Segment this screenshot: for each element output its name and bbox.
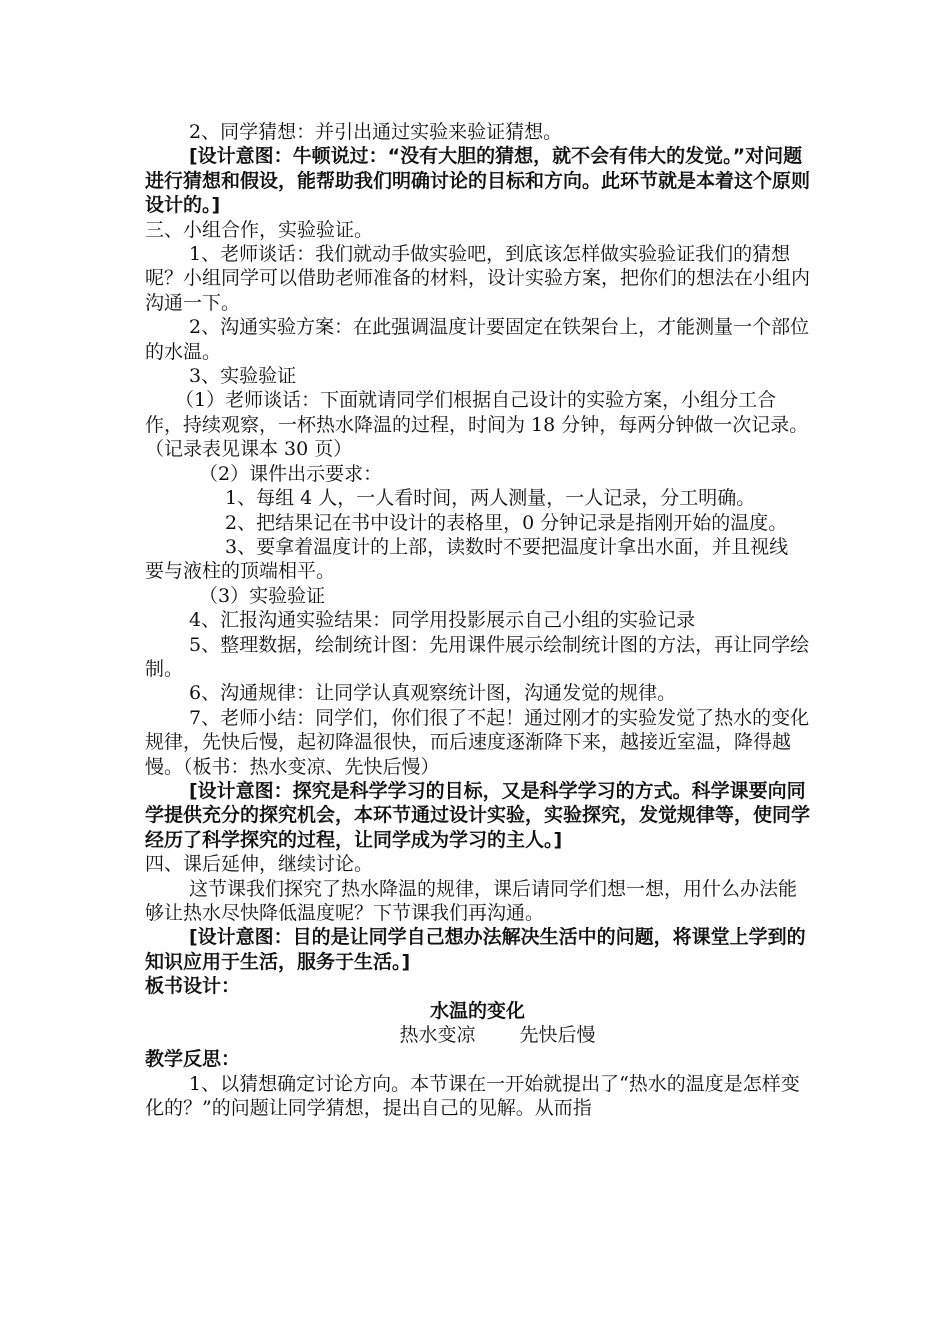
board-item-2: 先快后慢 [519,1024,596,1047]
paragraph-step-2: （2）课件出示要求： [199,462,383,485]
paragraph-step-3: （3）实验验证 [199,584,326,607]
design-intent-3: [设计意图：目的是让同学自己想办法解决生活中的问题，将课堂上学到的知识应用于生活，服务于生活。] [145,926,806,973]
paragraph-teacher-talk: 1、老师谈话：我们就动手做实验吧，到底该怎样做实验验证我们的猜想呢？小组同学可以借助老师准备的材料，设计实验方案，把你们的想法在小组内沟通一下。 [145,243,811,314]
board-item-1: 热水变凉 [399,1024,476,1047]
reflection-heading: 教学反思： [145,1048,241,1071]
document-page [145,120,810,1121]
board-content [145,1023,810,1047]
section-heading-3: 三、小组合作，实验验证。 [145,218,374,241]
requirement-2: 2、把结果记在书中设计的表格里，0 分钟记录是指刚开始的温度。 [225,511,788,534]
design-intent-2: [设计意图：探究是科学学习的目标，又是科学学习的方式。科学课要向同学提供充分的探究机会，本环节通过设计实验，实验探究，发觉规律等，使同学经历了科学探究的过程，让同学成为学习的主人。] [145,779,811,851]
requirement-3: 3、要拿着温度计的上部，读数时不要把温度计拿出水面，并且视线 要与液柱的顶端相平。 [145,535,789,583]
paragraph-step-1: （1）老师谈话：下面就请同学们根据自己设计的实验方案，小组分工合作，持续观察，一杯热水降温的过程，时间为 18 分钟，每两分钟做一次记录。（记录表见课本 30 页） [145,389,809,461]
paragraph-guess: 2、同学猜想：并引出通过实验来验证猜想。 [189,121,563,143]
section-heading-4: 四、课后延伸，继续讨论。 [145,853,374,876]
paragraph-extension: 这节课我们探究了热水降温的规律，课后请同学们想一想，用什么办法能够让热水尽快降低温度呢？下节课我们再沟通。 [145,877,798,924]
paragraph-reflection-1: 1、以猜想确定讨论方向。本节课在一开始就提出了“热水的温度是怎样变化的？”的问题让同学猜想，提出自己的见解。从而指 [145,1072,800,1120]
paragraph-chart: 5、整理数据，绘制统计图：先用课件展示绘制统计图的方法，再让同学绘制。 [145,633,810,680]
board-design-heading: 板书设计： [145,975,241,998]
paragraph-verify-heading: 3、实验验证 [189,365,297,388]
paragraph-summary: 7、老师小结：同学们，你们很了不起！通过刚才的实验发觉了热水的变化规律，先快后慢，起初降温很快，而后速度逐渐降下来，越接近室温，降得越慢。（板书：热水变凉、先快后慢） [145,706,810,778]
paragraph-report: 4、汇报沟通实验结果：同学用投影展示自己小组的实验记录 [189,609,696,632]
paragraph-plan: 2、沟通实验方案：在此强调温度计要固定在铁架台上，才能测量一个部位的水温。 [145,316,810,363]
board-title: 水温的变化 [429,999,525,1022]
paragraph-pattern: 6、沟通规律：让同学认真观察统计图，沟通发觉的规律。 [189,682,677,705]
requirement-1: 1、每组 4 人，一人看时间，两人测量，一人记录，分工明确。 [225,487,756,510]
design-intent-1: [设计意图：牛顿说过：“没有大胆的猜想，就不会有伟大的发觉。”对问题进行猜想和假设，能帮助我们明确讨论的目标和方向。此环节就是本着这个原则设计的。] [145,145,811,217]
